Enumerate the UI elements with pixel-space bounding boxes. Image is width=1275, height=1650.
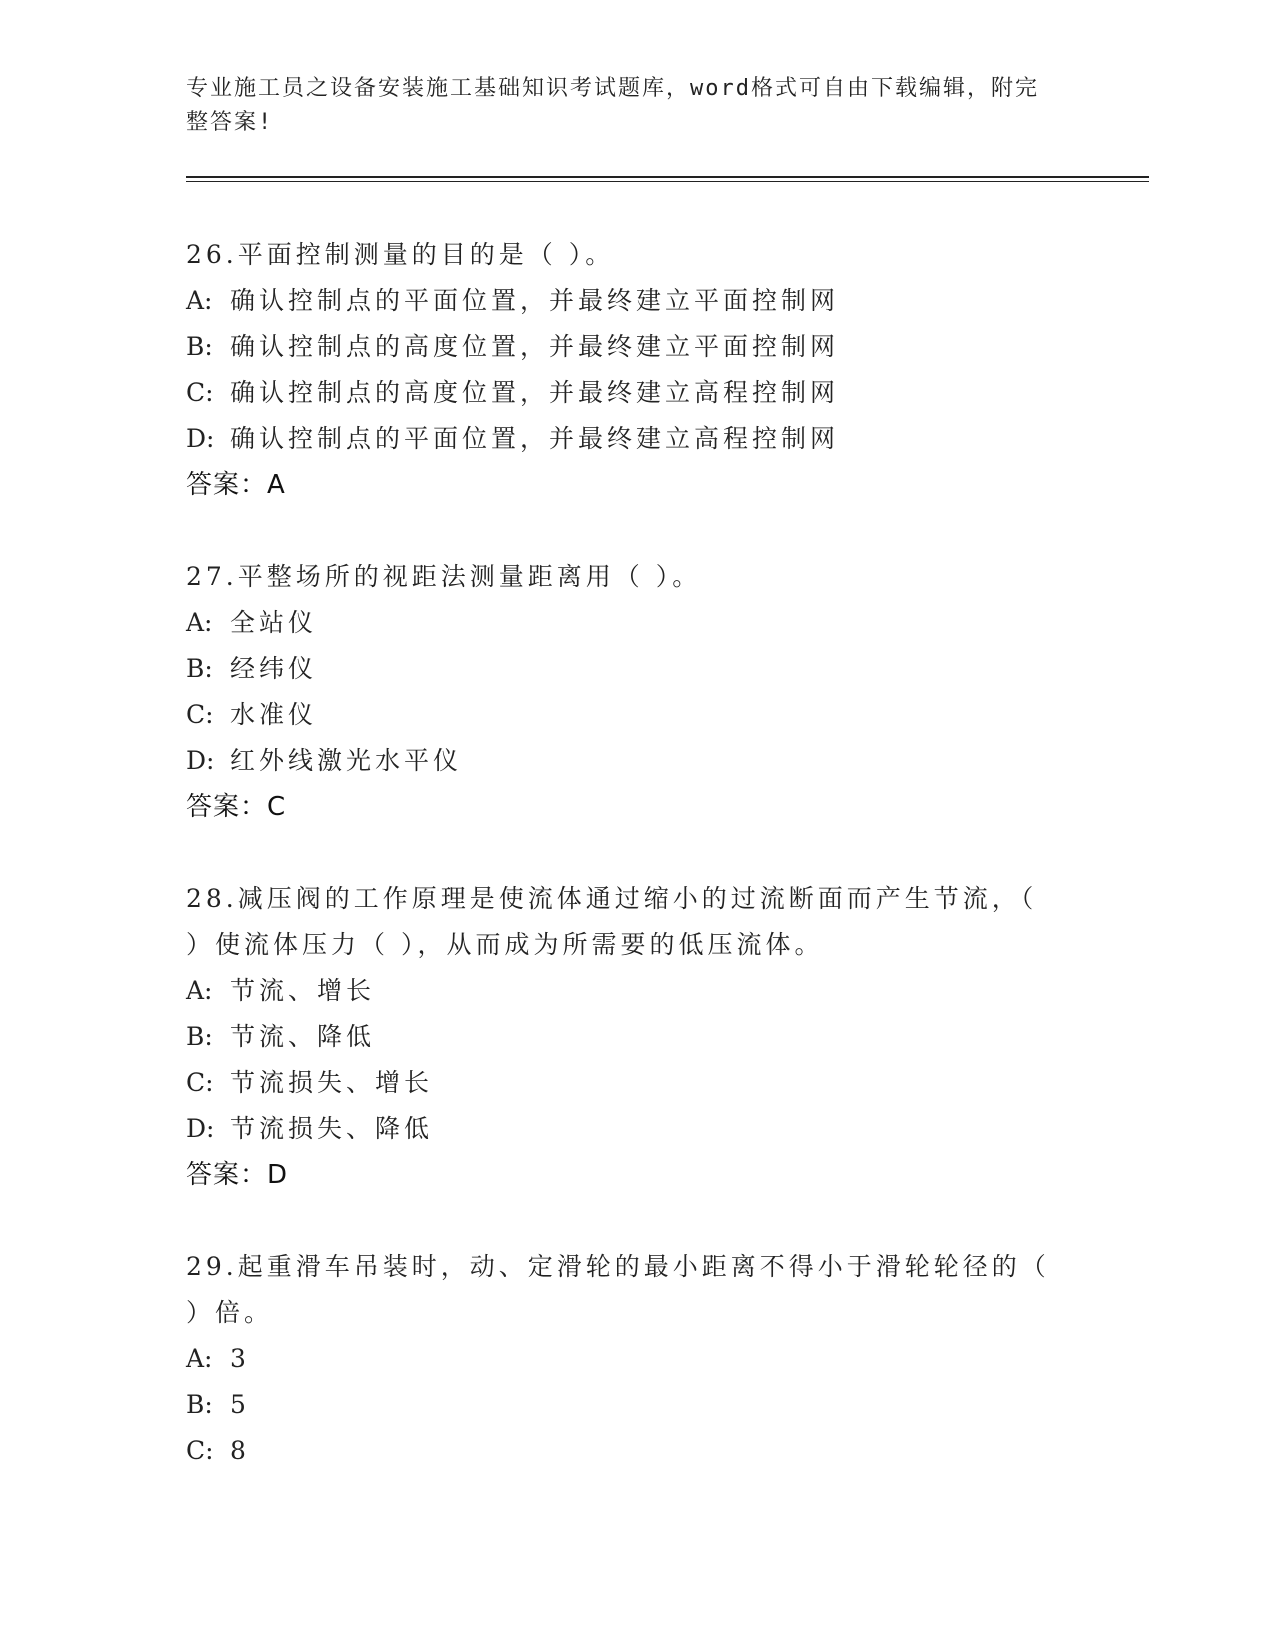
- option-text: 全站仪: [230, 608, 318, 637]
- option-key: A:: [186, 608, 213, 637]
- document-header: [186, 72, 1066, 140]
- option-text: 节流、降低: [230, 1022, 376, 1051]
- option-text: 5: [230, 1390, 250, 1419]
- answer-line: 答案：A: [186, 470, 286, 500]
- option-a: [186, 600, 1066, 646]
- option-key: B:: [186, 1390, 213, 1419]
- header-divider-thick: [186, 176, 1149, 178]
- spacer: [186, 830, 1066, 876]
- option-text: 水准仪: [230, 700, 318, 729]
- question-text: 27.平整场所的视距法测量距离用（ ）。: [186, 562, 702, 591]
- option-key: C:: [186, 1436, 214, 1465]
- question-29: [186, 1244, 1066, 1474]
- option-b: [186, 646, 1066, 692]
- option-b: [186, 1382, 1066, 1428]
- question-28: [186, 876, 1066, 1198]
- option-text: 红外线激光水平仪: [230, 746, 463, 775]
- answer-line: 答案：C: [186, 792, 287, 822]
- question-text-line-1: 29.起重滑车吊装时，动、定滑轮的最小距离不得小于滑轮轮径的（: [186, 1252, 1050, 1281]
- question-text-line-2: ）倍。: [186, 1298, 274, 1327]
- option-key: C:: [186, 1068, 214, 1097]
- option-text: 经纬仪: [230, 654, 318, 683]
- answer-line: 答案：D: [186, 1160, 289, 1190]
- spacer: [186, 508, 1066, 554]
- option-d: [186, 416, 1066, 462]
- option-text: 节流损失、降低: [230, 1114, 434, 1143]
- option-key: C:: [186, 700, 214, 729]
- question-27: [186, 554, 1066, 830]
- option-a: [186, 968, 1066, 1014]
- option-key: B:: [186, 654, 213, 683]
- option-key: D:: [186, 746, 215, 775]
- option-text: 确认控制点的高度位置，并最终建立高程控制网: [230, 378, 840, 407]
- question-26: [186, 232, 1066, 508]
- question-text: 26.平面控制测量的目的是（ ）。: [186, 240, 615, 269]
- option-c: [186, 370, 1066, 416]
- option-d: [186, 738, 1066, 784]
- option-d: [186, 1106, 1066, 1152]
- option-key: C:: [186, 378, 214, 407]
- option-c: [186, 692, 1066, 738]
- option-key: B:: [186, 332, 213, 361]
- option-c: [186, 1428, 1066, 1474]
- header-line-2: 整答案!: [186, 110, 274, 135]
- option-a: [186, 278, 1066, 324]
- header-divider-thin: [186, 181, 1149, 182]
- option-text: 确认控制点的高度位置，并最终建立平面控制网: [230, 332, 840, 361]
- option-text: 3: [230, 1344, 250, 1373]
- spacer: [186, 1198, 1066, 1244]
- option-key: D:: [186, 424, 215, 453]
- option-text: 确认控制点的平面位置，并最终建立平面控制网: [230, 286, 840, 315]
- question-text-line-1: 28.减压阀的工作原理是使流体通过缩小的过流断面而产生节流，（: [186, 884, 1038, 913]
- option-a: [186, 1336, 1066, 1382]
- question-list: [186, 232, 1066, 1474]
- option-key: A:: [186, 286, 213, 315]
- option-text: 节流、增长: [230, 976, 376, 1005]
- option-b: [186, 324, 1066, 370]
- option-text: 8: [230, 1436, 250, 1465]
- option-key: A:: [186, 976, 213, 1005]
- header-line-1: 专业施工员之设备安装施工基础知识考试题库，word格式可自由下载编辑，附完: [186, 76, 1039, 101]
- option-text: 确认控制点的平面位置，并最终建立高程控制网: [230, 424, 840, 453]
- option-key: D:: [186, 1114, 215, 1143]
- option-key: B:: [186, 1022, 213, 1051]
- option-c: [186, 1060, 1066, 1106]
- question-text-line-2: ）使流体压力（ ），从而成为所需要的低压流体。: [186, 930, 824, 959]
- option-text: 节流损失、增长: [230, 1068, 434, 1097]
- option-key: A:: [186, 1344, 213, 1373]
- option-b: [186, 1014, 1066, 1060]
